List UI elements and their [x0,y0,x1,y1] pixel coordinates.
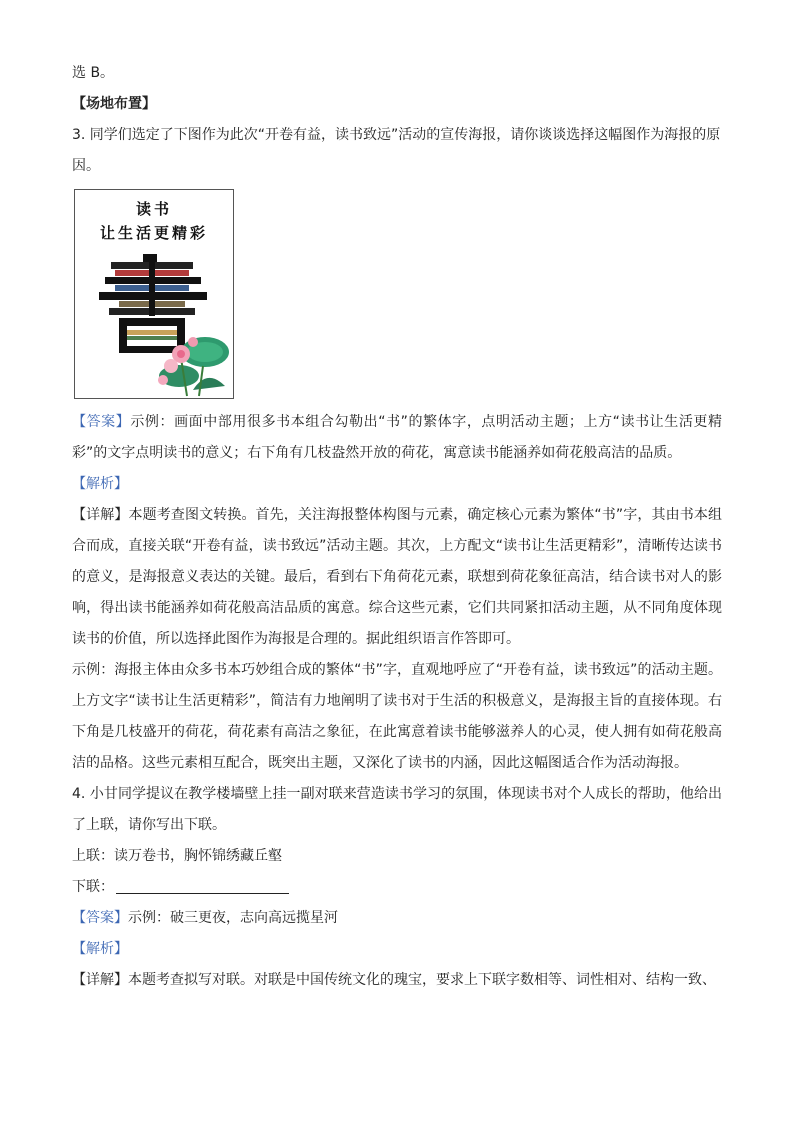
q4-text: 4. 小甘同学提议在教学楼墙壁上挂一副对联来营造读书学习的氛围，体现读书对个人成长的帮助，他给出了上联，请你写出下联。 [72,786,722,833]
q4-detail [72,965,722,996]
document-page [72,58,722,996]
q4-analysis-tag: 【解析】 [72,941,128,957]
q3-text-line1: 3. 同学们选定了下图作为此次“开卷有益，读书致远”活动的宣传海报，请你谈谈选择这幅图作为海报的原 [72,127,721,143]
q3-text-line2: 因。 [72,158,100,174]
q3-example: 示例：海报主体由众多书本巧妙组合成的繁体“书”字，直观地呼应了“开卷有益，读书致远”的活动主题。上方文字“读书让生活更精彩”，简洁有力地阐明了读书对于生活的积极意义，是海报主旨的直接体现。右下角是几枝盛开的荷花，荷花素有高洁之象征，在此寓意着读书能够滋养人的心灵，使人拥有如荷花般高洁的品格。这些元素相互配合，既突出主题，又深化了读书的内涵，因此这幅图适合作为活动海报。 [72,662,722,771]
q3-answer [72,407,722,469]
q4-answer-tag: 【答案】 [72,910,128,926]
q4-lower-couplet [72,872,722,903]
q4-detail-text: 本题考查拟写对联。对联是中国传统文化的瑰宝，要求上下联字数相等、词性相对、结构一致、 [128,972,716,988]
answer-blank [116,877,289,894]
q3-answer-text: 示例：画面中部用很多书本组合勾勒出“书”的繁体字，点明活动主题；上方“读书让生活更精彩”的文字点明读书的意义；右下角有几枝盎然开放的荷花，寓意读书能涵养如荷花般高洁的品质。 [72,414,723,461]
q3-detail [72,500,722,655]
q4-upper-couplet: 上联：读万卷书，胸怀锦绣藏丘壑 [72,848,282,864]
q3-detail-text: 本题考查图文转换。首先，关注海报整体构图与元素，确定核心元素为繁体“书”字，其由书本组合而成，直接关联“开卷有益，读书致远”活动主题。其次，上方配文“读书让生活更精彩”，清晰传达读书的意义，是海报意义表达的关键。最后，看到右下角荷花元素，联想到荷花象征高洁，结合读书对人的影响，得出读书能涵养如荷花般高洁品质的寓意。综合这些元素，它们共同紧扣活动主题，从不同角度体现读书的价值，所以选择此图作为海报是合理的。据此组织语言作答即可。 [72,507,722,647]
lotus-icon [158,337,229,396]
q3-detail-tag: 【详解】 [72,507,129,523]
poster-graphic [75,190,233,398]
q3-answer-tag: 【答案】 [72,414,131,430]
q4-answer [72,903,722,934]
section-title: 【场地布置】 [72,96,156,112]
poster-line1: 读书 [135,200,172,218]
intro-line: 选 B。 [72,65,115,81]
poster-image [74,189,234,399]
q4-lower-label: 下联： [72,879,114,895]
poster-line2: 让生活更精彩 [99,224,208,242]
q3-analysis-tag: 【解析】 [72,476,128,492]
q4-answer-text: 示例：破三更夜，志向高远揽星河 [128,910,338,926]
q4-detail-tag: 【详解】 [72,972,128,988]
